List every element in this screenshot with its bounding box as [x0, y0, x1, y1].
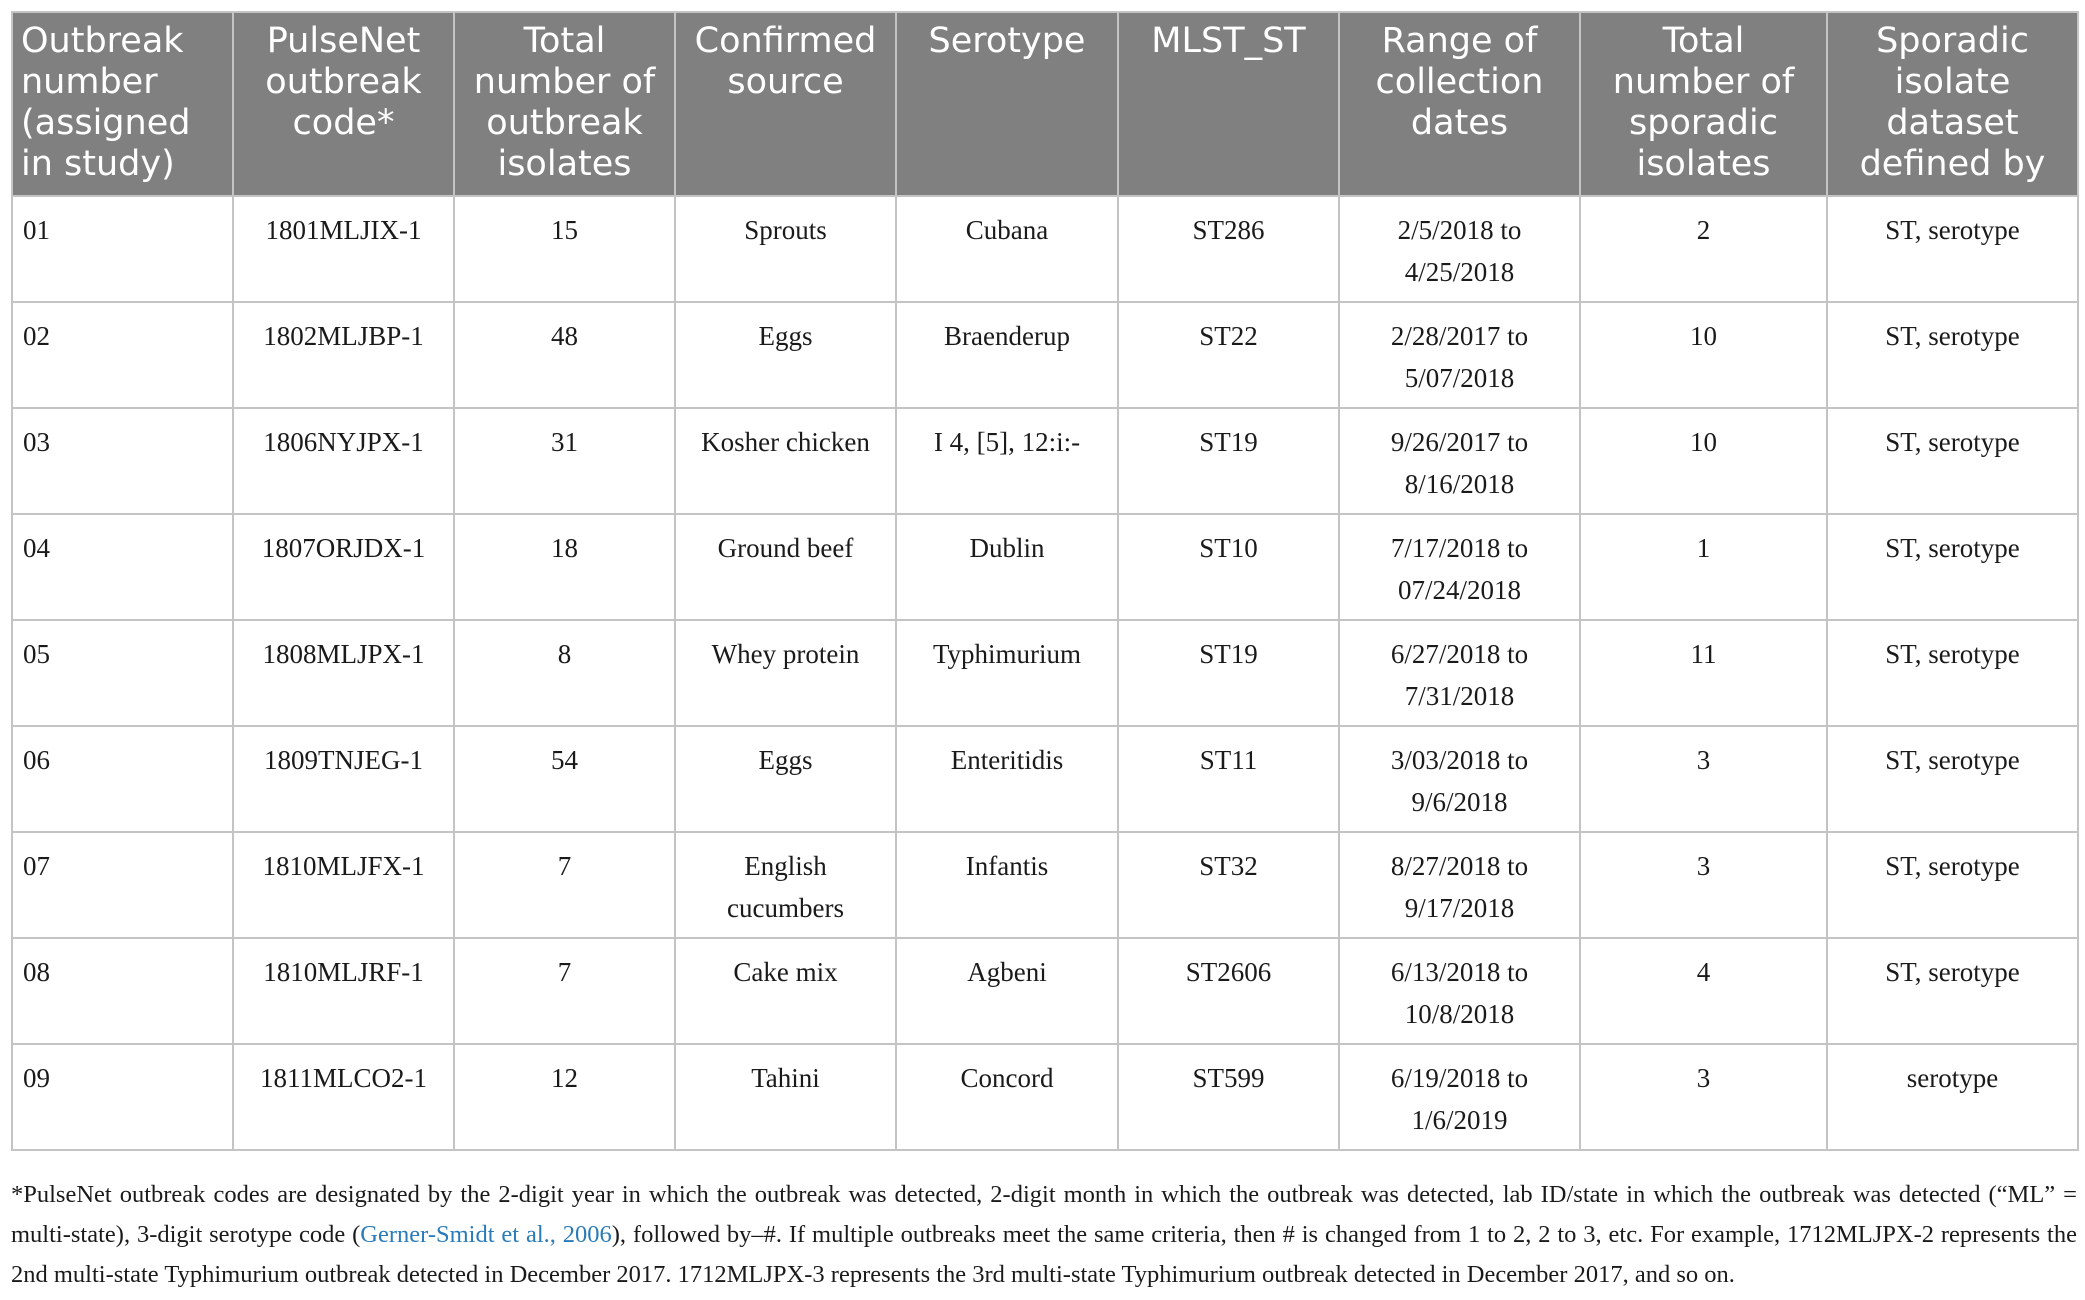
cell-serotype: Dublin	[896, 514, 1118, 620]
cell-pulsenet-code: 1810MLJFX-1	[233, 832, 454, 938]
cell-sporadic-dataset: ST, serotype	[1827, 726, 2078, 832]
header-collection-dates: Range of collection dates	[1339, 12, 1580, 196]
cell-outbreak-number: 09	[12, 1044, 233, 1150]
cell-total-sporadic-isolates: 10	[1580, 408, 1827, 514]
cell-collection-dates: 9/26/2017 to 8/16/2018	[1339, 408, 1580, 514]
cell-pulsenet-code: 1811MLCO2-1	[233, 1044, 454, 1150]
cell-confirmed-source: English cucumbers	[675, 832, 896, 938]
cell-total-outbreak-isolates: 15	[454, 196, 675, 302]
cell-total-outbreak-isolates: 7	[454, 938, 675, 1044]
cell-sporadic-dataset: ST, serotype	[1827, 302, 2078, 408]
cell-pulsenet-code: 1808MLJPX-1	[233, 620, 454, 726]
cell-outbreak-number: 04	[12, 514, 233, 620]
cell-sporadic-dataset: ST, serotype	[1827, 514, 2078, 620]
cell-sporadic-dataset: ST, serotype	[1827, 620, 2078, 726]
cell-total-sporadic-isolates: 3	[1580, 832, 1827, 938]
table-row	[12, 1044, 2078, 1150]
cell-total-sporadic-isolates: 2	[1580, 196, 1827, 302]
cell-mlst-st: ST19	[1118, 620, 1339, 726]
header-row	[12, 12, 2078, 196]
cell-sporadic-dataset: ST, serotype	[1827, 408, 2078, 514]
table-row	[12, 196, 2078, 302]
cell-serotype: Enteritidis	[896, 726, 1118, 832]
cell-serotype: Cubana	[896, 196, 1118, 302]
table-footnote	[11, 1175, 2077, 1295]
cell-sporadic-dataset: ST, serotype	[1827, 938, 2078, 1044]
table-row	[12, 514, 2078, 620]
cell-serotype: Infantis	[896, 832, 1118, 938]
cell-outbreak-number: 08	[12, 938, 233, 1044]
cell-total-sporadic-isolates: 10	[1580, 302, 1827, 408]
table-row	[12, 726, 2078, 832]
table-row	[12, 302, 2078, 408]
table-body	[12, 196, 2078, 1150]
header-total-sporadic-isolates: Total number of sporadic isolates	[1580, 12, 1827, 196]
cell-serotype: Typhimurium	[896, 620, 1118, 726]
cell-confirmed-source: Tahini	[675, 1044, 896, 1150]
cell-outbreak-number: 02	[12, 302, 233, 408]
table-row	[12, 938, 2078, 1044]
cell-pulsenet-code: 1801MLJIX-1	[233, 196, 454, 302]
cell-collection-dates: 6/13/2018 to 10/8/2018	[1339, 938, 1580, 1044]
cell-mlst-st: ST32	[1118, 832, 1339, 938]
cell-total-outbreak-isolates: 12	[454, 1044, 675, 1150]
header-pulsenet-code: PulseNet outbreak code*	[233, 12, 454, 196]
cell-mlst-st: ST19	[1118, 408, 1339, 514]
cell-total-sporadic-isolates: 1	[1580, 514, 1827, 620]
cell-pulsenet-code: 1802MLJBP-1	[233, 302, 454, 408]
cell-collection-dates: 3/03/2018 to 9/6/2018	[1339, 726, 1580, 832]
table-row	[12, 832, 2078, 938]
cell-total-outbreak-isolates: 8	[454, 620, 675, 726]
citation-link[interactable]: Gerner-Smidt et al., 2006	[360, 1220, 612, 1248]
header-mlst-st: MLST_ST	[1118, 12, 1339, 196]
cell-serotype: Agbeni	[896, 938, 1118, 1044]
cell-total-outbreak-isolates: 18	[454, 514, 675, 620]
cell-total-sporadic-isolates: 4	[1580, 938, 1827, 1044]
cell-confirmed-source: Eggs	[675, 302, 896, 408]
outbreak-table-container	[11, 11, 2077, 1151]
cell-sporadic-dataset: serotype	[1827, 1044, 2078, 1150]
cell-mlst-st: ST599	[1118, 1044, 1339, 1150]
cell-sporadic-dataset: ST, serotype	[1827, 832, 2078, 938]
cell-confirmed-source: Whey protein	[675, 620, 896, 726]
cell-total-outbreak-isolates: 54	[454, 726, 675, 832]
footnote-text-before: *PulseNet outbreak codes are designated by the 2-digit year in which the outbreak was detected, 2-digit month in which the outbreak was detected, lab ID/state in which the outbreak was detected (“ML” = multi-state), 3-digit serotype code (	[11, 1180, 2077, 1248]
cell-confirmed-source: Cake mix	[675, 938, 896, 1044]
footnote-text-after: ), followed by–#. If multiple outbreaks meet the same criteria, then # is changed from 1 to 2, 2 to 3, etc. For example, 1712MLJPX-2 represents the 2nd multi-state Typhimurium outbreak detected in December 2017. 1712MLJPX-3 represents the 3rd multi-state Typhimurium outbreak detected in December 2017, and so on.	[11, 1220, 2077, 1288]
cell-mlst-st: ST22	[1118, 302, 1339, 408]
cell-outbreak-number: 01	[12, 196, 233, 302]
cell-total-outbreak-isolates: 31	[454, 408, 675, 514]
header-confirmed-source: Confirmed source	[675, 12, 896, 196]
header-outbreak-number: Outbreak number (assigned in study)	[12, 12, 233, 196]
cell-collection-dates: 2/5/2018 to 4/25/2018	[1339, 196, 1580, 302]
cell-collection-dates: 8/27/2018 to 9/17/2018	[1339, 832, 1580, 938]
cell-mlst-st: ST11	[1118, 726, 1339, 832]
cell-pulsenet-code: 1806NYJPX-1	[233, 408, 454, 514]
cell-collection-dates: 7/17/2018 to 07/24/2018	[1339, 514, 1580, 620]
cell-total-sporadic-isolates: 3	[1580, 1044, 1827, 1150]
cell-pulsenet-code: 1810MLJRF-1	[233, 938, 454, 1044]
cell-pulsenet-code: 1809TNJEG-1	[233, 726, 454, 832]
cell-total-outbreak-isolates: 7	[454, 832, 675, 938]
cell-total-outbreak-isolates: 48	[454, 302, 675, 408]
cell-outbreak-number: 03	[12, 408, 233, 514]
cell-outbreak-number: 07	[12, 832, 233, 938]
table-row	[12, 620, 2078, 726]
cell-confirmed-source: Ground beef	[675, 514, 896, 620]
cell-confirmed-source: Kosher chicken	[675, 408, 896, 514]
header-serotype: Serotype	[896, 12, 1118, 196]
cell-pulsenet-code: 1807ORJDX-1	[233, 514, 454, 620]
table-row	[12, 408, 2078, 514]
cell-total-sporadic-isolates: 11	[1580, 620, 1827, 726]
cell-serotype: Braenderup	[896, 302, 1118, 408]
cell-serotype: I 4, [5], 12:i:-	[896, 408, 1118, 514]
table-header	[12, 12, 2078, 196]
cell-outbreak-number: 06	[12, 726, 233, 832]
cell-collection-dates: 6/19/2018 to 1/6/2019	[1339, 1044, 1580, 1150]
outbreak-table	[11, 11, 2079, 1151]
cell-collection-dates: 2/28/2017 to 5/07/2018	[1339, 302, 1580, 408]
cell-outbreak-number: 05	[12, 620, 233, 726]
cell-serotype: Concord	[896, 1044, 1118, 1150]
header-sporadic-dataset: Sporadic isolate dataset defined by	[1827, 12, 2078, 196]
cell-sporadic-dataset: ST, serotype	[1827, 196, 2078, 302]
cell-mlst-st: ST286	[1118, 196, 1339, 302]
cell-collection-dates: 6/27/2018 to 7/31/2018	[1339, 620, 1580, 726]
cell-mlst-st: ST10	[1118, 514, 1339, 620]
cell-total-sporadic-isolates: 3	[1580, 726, 1827, 832]
cell-mlst-st: ST2606	[1118, 938, 1339, 1044]
cell-confirmed-source: Eggs	[675, 726, 896, 832]
header-total-outbreak-isolates: Total number of outbreak isolates	[454, 12, 675, 196]
cell-confirmed-source: Sprouts	[675, 196, 896, 302]
